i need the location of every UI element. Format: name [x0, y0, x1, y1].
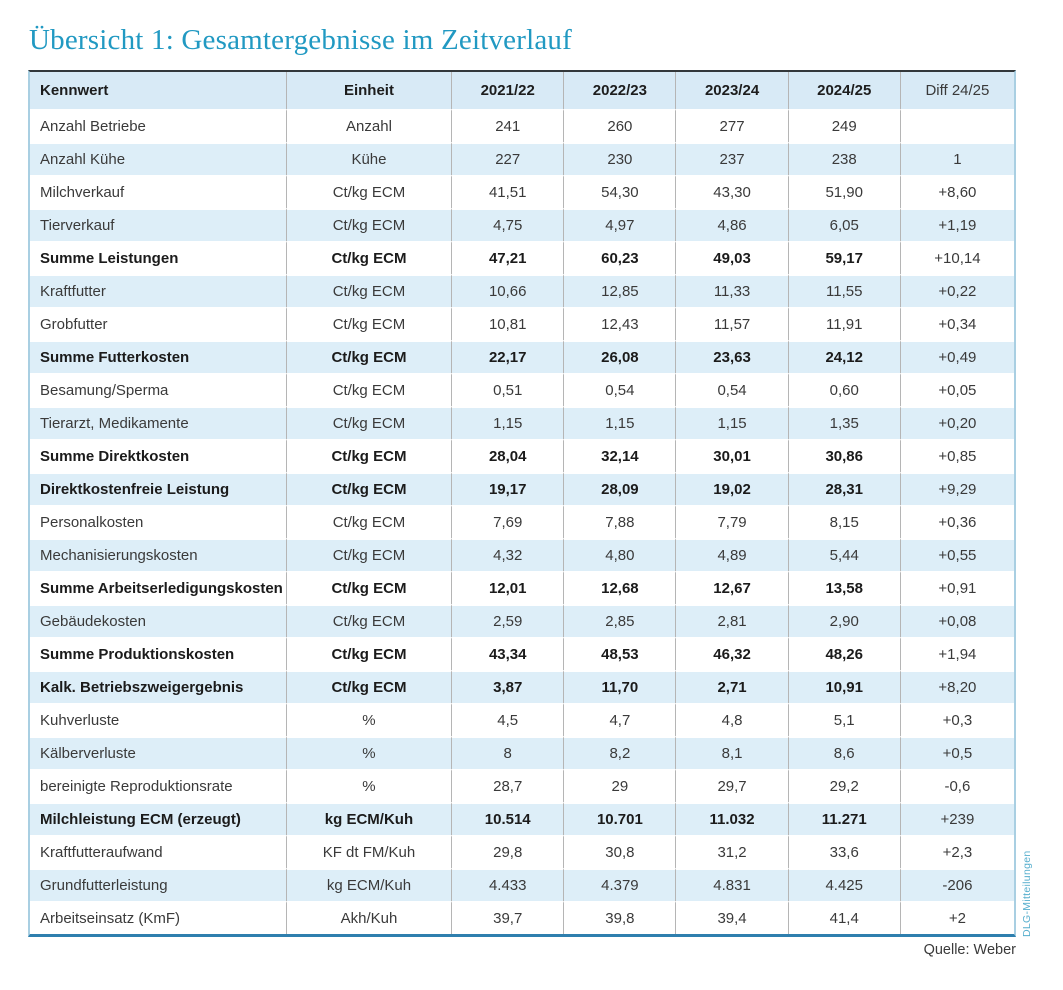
value-cell: 22,17 — [451, 340, 563, 373]
value-cell: 12,85 — [563, 274, 675, 307]
row-label-cell: Summe Futterkosten — [30, 340, 286, 373]
table-header — [30, 72, 1014, 109]
value-cell: 11,91 — [788, 307, 900, 340]
value-cell: 51,90 — [788, 175, 900, 208]
value-cell: 2,90 — [788, 604, 900, 637]
unit-cell: kg ECM/Kuh — [286, 868, 451, 901]
unit-cell: Ct/kg ECM — [286, 175, 451, 208]
value-cell: 12,67 — [675, 571, 787, 604]
value-cell: 4,32 — [451, 538, 563, 571]
row-label-cell: Gebäudekosten — [30, 604, 286, 637]
table-row — [30, 340, 1014, 373]
table-row — [30, 637, 1014, 670]
value-cell: 46,32 — [675, 637, 787, 670]
value-cell: 8,1 — [675, 736, 787, 769]
unit-cell: KF dt FM/Kuh — [286, 835, 451, 868]
row-label-cell: Personalkosten — [30, 505, 286, 538]
publication-watermark: DLG-Mitteilungen — [1021, 850, 1033, 937]
value-cell: 30,01 — [675, 439, 787, 472]
value-cell: 8,15 — [788, 505, 900, 538]
value-cell: 4,75 — [451, 208, 563, 241]
row-label-cell: Tierarzt, Medikamente — [30, 406, 286, 439]
unit-cell: kg ECM/Kuh — [286, 802, 451, 835]
diff-cell: 1 — [900, 142, 1014, 175]
value-cell: 54,30 — [563, 175, 675, 208]
value-cell: 12,68 — [563, 571, 675, 604]
diff-cell: +0,08 — [900, 604, 1014, 637]
value-cell: 6,05 — [788, 208, 900, 241]
value-cell: 60,23 — [563, 241, 675, 274]
table-row — [30, 835, 1014, 868]
unit-cell: Ct/kg ECM — [286, 637, 451, 670]
diff-cell: +0,91 — [900, 571, 1014, 604]
unit-cell: % — [286, 703, 451, 736]
diff-cell: +1,19 — [900, 208, 1014, 241]
value-cell: 29,7 — [675, 769, 787, 802]
table-row — [30, 703, 1014, 736]
table-row — [30, 571, 1014, 604]
unit-cell: Ct/kg ECM — [286, 571, 451, 604]
row-label-cell: Milchleistung ECM (erzeugt) — [30, 802, 286, 835]
row-label-cell: Anzahl Kühe — [30, 142, 286, 175]
value-cell: 3,87 — [451, 670, 563, 703]
diff-cell: +2,3 — [900, 835, 1014, 868]
value-cell: 12,01 — [451, 571, 563, 604]
value-cell: 4,5 — [451, 703, 563, 736]
diff-cell — [900, 109, 1014, 142]
value-cell: 7,69 — [451, 505, 563, 538]
value-cell: 28,31 — [788, 472, 900, 505]
value-cell: 8,2 — [563, 736, 675, 769]
value-cell: 4,7 — [563, 703, 675, 736]
row-label-cell: Besamung/Sperma — [30, 373, 286, 406]
value-cell: 4.425 — [788, 868, 900, 901]
value-cell: 4,89 — [675, 538, 787, 571]
value-cell: 26,08 — [563, 340, 675, 373]
row-label-cell: Summe Direktkosten — [30, 439, 286, 472]
value-cell: 8 — [451, 736, 563, 769]
table-row — [30, 175, 1014, 208]
unit-cell: Ct/kg ECM — [286, 241, 451, 274]
value-cell: 238 — [788, 142, 900, 175]
value-cell: 13,58 — [788, 571, 900, 604]
diff-cell: +10,14 — [900, 241, 1014, 274]
value-cell: 0,54 — [675, 373, 787, 406]
diff-cell: +0,36 — [900, 505, 1014, 538]
table-row — [30, 769, 1014, 802]
value-cell: 10.514 — [451, 802, 563, 835]
value-cell: 1,15 — [563, 406, 675, 439]
value-cell: 0,60 — [788, 373, 900, 406]
value-cell: 30,8 — [563, 835, 675, 868]
value-cell: 7,88 — [563, 505, 675, 538]
unit-cell: Ct/kg ECM — [286, 406, 451, 439]
value-cell: 260 — [563, 109, 675, 142]
diff-cell: +0,34 — [900, 307, 1014, 340]
table-row — [30, 472, 1014, 505]
unit-cell: Ct/kg ECM — [286, 505, 451, 538]
value-cell: 10,81 — [451, 307, 563, 340]
value-cell: 48,53 — [563, 637, 675, 670]
value-cell: 39,7 — [451, 901, 563, 934]
table-row — [30, 604, 1014, 637]
value-cell: 29,8 — [451, 835, 563, 868]
value-cell: 32,14 — [563, 439, 675, 472]
diff-cell: +0,05 — [900, 373, 1014, 406]
value-cell: 230 — [563, 142, 675, 175]
row-label-cell: Kraftfutteraufwand — [30, 835, 286, 868]
diff-cell: +0,20 — [900, 406, 1014, 439]
value-cell: 10,66 — [451, 274, 563, 307]
diff-cell: +239 — [900, 802, 1014, 835]
value-cell: 2,85 — [563, 604, 675, 637]
row-label-cell: Kälberverluste — [30, 736, 286, 769]
value-cell: 11.032 — [675, 802, 787, 835]
row-label-cell: Direktkostenfreie Leistung — [30, 472, 286, 505]
row-label-cell: Grundfutterleistung — [30, 868, 286, 901]
value-cell: 59,17 — [788, 241, 900, 274]
value-cell: 43,34 — [451, 637, 563, 670]
unit-cell: % — [286, 736, 451, 769]
value-cell: 0,54 — [563, 373, 675, 406]
table-row — [30, 274, 1014, 307]
row-label-cell: bereinigte Reproduktionsrate — [30, 769, 286, 802]
value-cell: 1,15 — [451, 406, 563, 439]
value-cell: 28,09 — [563, 472, 675, 505]
table-row — [30, 307, 1014, 340]
source-credit: Quelle: Weber — [923, 942, 1016, 959]
unit-cell: Ct/kg ECM — [286, 670, 451, 703]
table-row — [30, 670, 1014, 703]
value-cell: 29,2 — [788, 769, 900, 802]
table-row — [30, 439, 1014, 472]
value-cell: 4,80 — [563, 538, 675, 571]
value-cell: 4.433 — [451, 868, 563, 901]
value-cell: 7,79 — [675, 505, 787, 538]
diff-cell: +9,29 — [900, 472, 1014, 505]
unit-cell: Ct/kg ECM — [286, 274, 451, 307]
value-cell: 8,6 — [788, 736, 900, 769]
unit-cell: Ct/kg ECM — [286, 340, 451, 373]
value-cell: 41,51 — [451, 175, 563, 208]
table-row — [30, 109, 1014, 142]
value-cell: 41,4 — [788, 901, 900, 934]
value-cell: 241 — [451, 109, 563, 142]
table-row — [30, 538, 1014, 571]
unit-cell: Ct/kg ECM — [286, 604, 451, 637]
row-label-cell: Arbeitseinsatz (KmF) — [30, 901, 286, 934]
value-cell: 10,91 — [788, 670, 900, 703]
diff-cell: +0,3 — [900, 703, 1014, 736]
unit-cell: Ct/kg ECM — [286, 439, 451, 472]
value-cell: 2,59 — [451, 604, 563, 637]
diff-cell: +0,49 — [900, 340, 1014, 373]
unit-cell: Ct/kg ECM — [286, 307, 451, 340]
row-label-cell: Mechanisierungskosten — [30, 538, 286, 571]
row-label-cell: Kalk. Betriebszweigergebnis — [30, 670, 286, 703]
unit-cell: Ct/kg ECM — [286, 538, 451, 571]
value-cell: 28,7 — [451, 769, 563, 802]
value-cell: 24,12 — [788, 340, 900, 373]
unit-cell: Kühe — [286, 142, 451, 175]
table-row — [30, 406, 1014, 439]
column-header-3: 2022/23 — [563, 72, 675, 109]
value-cell: 33,6 — [788, 835, 900, 868]
unit-cell: Ct/kg ECM — [286, 472, 451, 505]
diff-cell: -0,6 — [900, 769, 1014, 802]
diff-cell: +0,55 — [900, 538, 1014, 571]
table-row — [30, 142, 1014, 175]
value-cell: 12,43 — [563, 307, 675, 340]
value-cell: 11,55 — [788, 274, 900, 307]
row-label-cell: Summe Leistungen — [30, 241, 286, 274]
diff-cell: +0,22 — [900, 274, 1014, 307]
value-cell: 11,70 — [563, 670, 675, 703]
value-cell: 28,04 — [451, 439, 563, 472]
value-cell: 39,4 — [675, 901, 787, 934]
value-cell: 11,33 — [675, 274, 787, 307]
diff-cell: +8,60 — [900, 175, 1014, 208]
value-cell: 11.271 — [788, 802, 900, 835]
header-row — [30, 72, 1014, 109]
value-cell: 2,71 — [675, 670, 787, 703]
value-cell: 277 — [675, 109, 787, 142]
value-cell: 39,8 — [563, 901, 675, 934]
results-table — [28, 70, 1016, 937]
value-cell: 47,21 — [451, 241, 563, 274]
unit-cell: Anzahl — [286, 109, 451, 142]
value-cell: 48,26 — [788, 637, 900, 670]
value-cell: 1,35 — [788, 406, 900, 439]
value-cell: 5,44 — [788, 538, 900, 571]
diff-cell: +1,94 — [900, 637, 1014, 670]
value-cell: 4,86 — [675, 208, 787, 241]
row-label-cell: Grobfutter — [30, 307, 286, 340]
column-header-6: Diff 24/25 — [900, 72, 1014, 109]
value-cell: 4,97 — [563, 208, 675, 241]
row-label-cell: Summe Arbeitserledigungskosten — [30, 571, 286, 604]
diff-cell: +0,5 — [900, 736, 1014, 769]
value-cell: 5,1 — [788, 703, 900, 736]
value-cell: 31,2 — [675, 835, 787, 868]
column-header-2: 2021/22 — [451, 72, 563, 109]
row-label-cell: Summe Produktionskosten — [30, 637, 286, 670]
unit-cell: Ct/kg ECM — [286, 208, 451, 241]
table-row — [30, 802, 1014, 835]
value-cell: 0,51 — [451, 373, 563, 406]
unit-cell: Akh/Kuh — [286, 901, 451, 934]
diff-cell: -206 — [900, 868, 1014, 901]
column-header-4: 2023/24 — [675, 72, 787, 109]
value-cell: 227 — [451, 142, 563, 175]
table-row — [30, 901, 1014, 934]
diff-cell: +0,85 — [900, 439, 1014, 472]
value-cell: 4.379 — [563, 868, 675, 901]
value-cell: 249 — [788, 109, 900, 142]
column-header-1: Einheit — [286, 72, 451, 109]
unit-cell: Ct/kg ECM — [286, 373, 451, 406]
value-cell: 43,30 — [675, 175, 787, 208]
diff-cell: +8,20 — [900, 670, 1014, 703]
value-cell: 49,03 — [675, 241, 787, 274]
value-cell: 19,17 — [451, 472, 563, 505]
row-label-cell: Anzahl Betriebe — [30, 109, 286, 142]
column-header-0: Kennwert — [30, 72, 286, 109]
page-title: Übersicht 1: Gesamtergebnisse im Zeitverlauf — [29, 24, 572, 56]
table-row — [30, 868, 1014, 901]
table-body — [30, 109, 1014, 934]
value-cell: 1,15 — [675, 406, 787, 439]
column-header-5: 2024/25 — [788, 72, 900, 109]
value-cell: 11,57 — [675, 307, 787, 340]
table-row — [30, 241, 1014, 274]
row-label-cell: Kraftfutter — [30, 274, 286, 307]
table-row — [30, 736, 1014, 769]
value-cell: 30,86 — [788, 439, 900, 472]
value-cell: 10.701 — [563, 802, 675, 835]
value-cell: 19,02 — [675, 472, 787, 505]
row-label-cell: Kuhverluste — [30, 703, 286, 736]
value-cell: 4.831 — [675, 868, 787, 901]
row-label-cell: Tierverkauf — [30, 208, 286, 241]
value-cell: 4,8 — [675, 703, 787, 736]
value-cell: 29 — [563, 769, 675, 802]
row-label-cell: Milchverkauf — [30, 175, 286, 208]
table-row — [30, 505, 1014, 538]
table-row — [30, 208, 1014, 241]
value-cell: 23,63 — [675, 340, 787, 373]
value-cell: 2,81 — [675, 604, 787, 637]
unit-cell: % — [286, 769, 451, 802]
diff-cell: +2 — [900, 901, 1014, 934]
table-row — [30, 373, 1014, 406]
value-cell: 237 — [675, 142, 787, 175]
